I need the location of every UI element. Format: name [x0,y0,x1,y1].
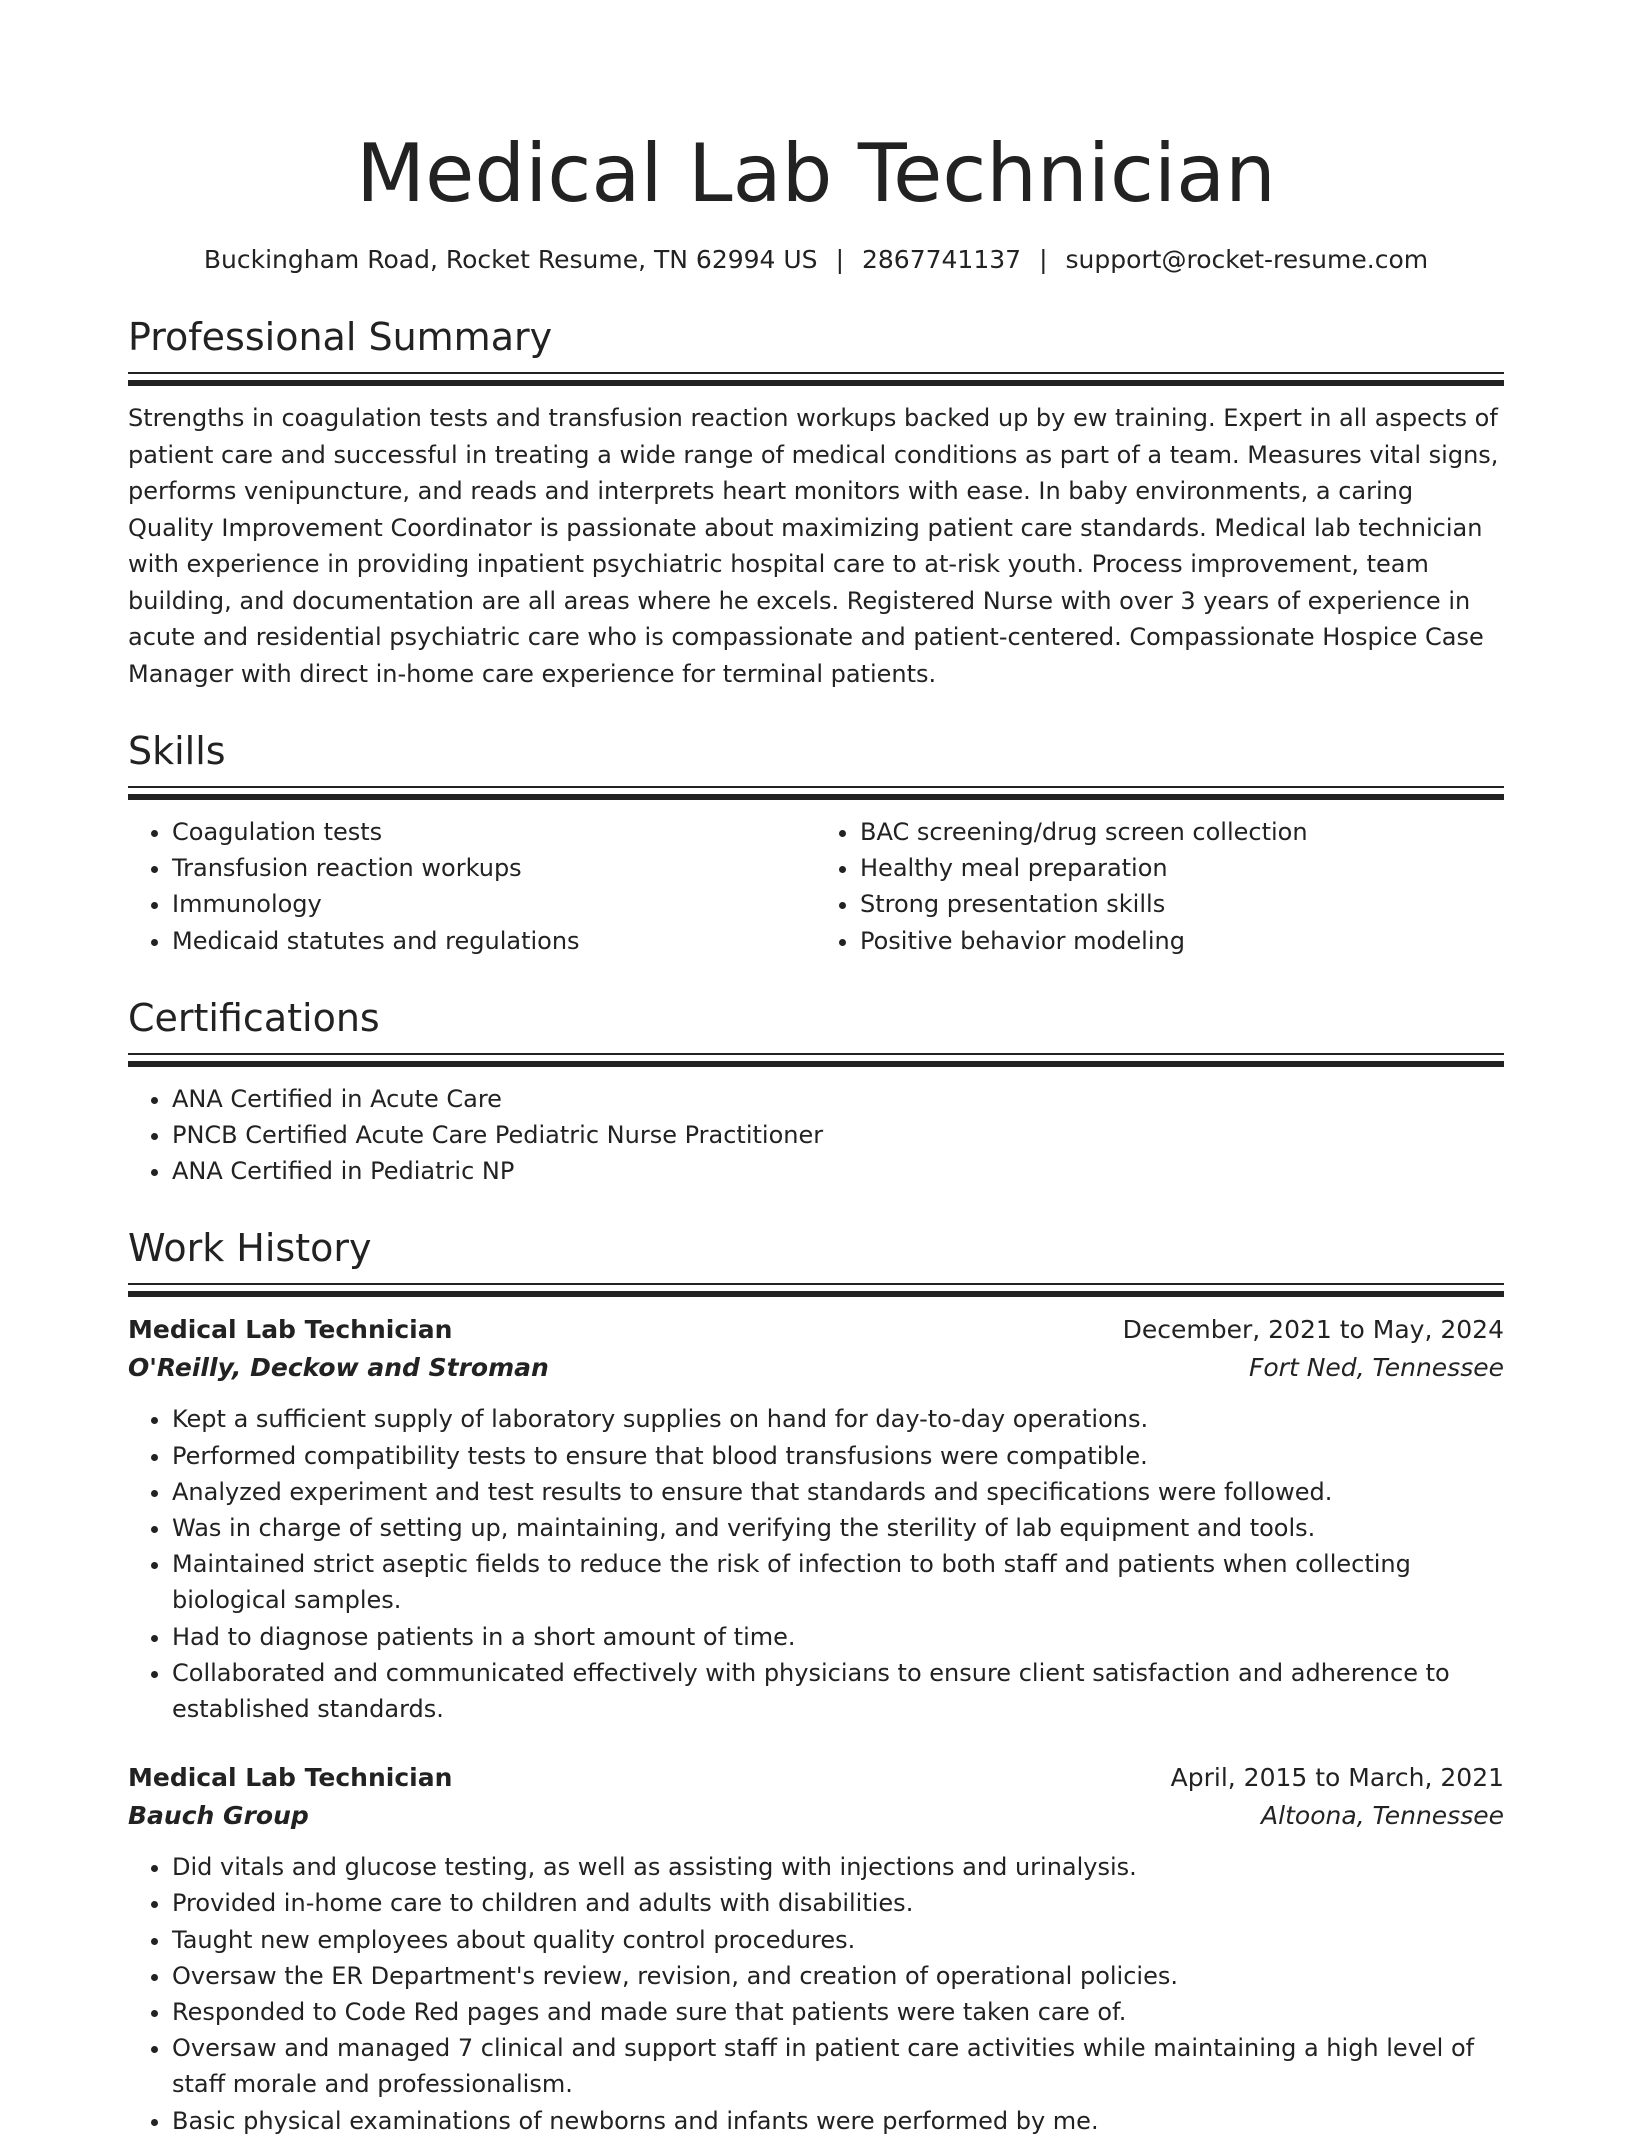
job-duty-item: • Taught new employees about quality control procedures. [172,1922,1504,1958]
skill-item: • Positive behavior modeling [860,923,1504,959]
certifications-section [128,993,1504,1190]
job-header-row [128,1759,1504,1797]
work-history-section [128,1223,1504,2138]
skill-item: • Immunology [172,886,816,922]
job-company-row [128,1797,1504,1835]
job-entry [128,1311,1504,1727]
job-company: O'Reilly, Deckow and Stroman [128,1353,549,1383]
resume-page [128,112,1504,2139]
skills-list-left [128,814,816,959]
section-title-skills: Skills [128,729,226,773]
job-dates: April, 2015 to March, 2021 [1170,1763,1504,1793]
certifications-list [128,1081,1504,1190]
job-duty-item: • Responded to Code Red pages and made sure that patients were taken care of. [172,1994,1504,2030]
job-location: Fort Ned, Tennessee [1249,1353,1504,1383]
job-duty-item: • Performed compatibility tests to ensure that blood transfusions were compatible. [172,1438,1504,1474]
job-location: Altoona, Tennessee [1261,1801,1504,1831]
skill-item: • Transfusion reaction workups [172,850,816,886]
job-company-row [128,1349,1504,1387]
section-divider [128,372,1504,386]
job-duties-list [128,1849,1504,2139]
job-duty-item: • Oversaw and managed 7 clinical and support staff in patient care activities while maintaining a high level of staff morale and professionalism. [172,2030,1504,2102]
certification-item: • PNCB Certified Acute Care Pediatric Nurse Practitioner [172,1117,1504,1153]
skills-list-right [816,814,1504,959]
job-duties-list [128,1401,1504,1727]
job-duty-item: • Basic physical examinations of newborns and infants were performed by me. [172,2103,1504,2139]
job-company: Bauch Group [128,1801,309,1831]
certification-item: • ANA Certified in Pediatric NP [172,1153,1504,1189]
contact-address: Buckingham Road, Rocket Resume, TN 62994 US [203,245,818,274]
section-title-work-history: Work History [128,1226,372,1271]
job-dates: December, 2021 to May, 2024 [1122,1315,1504,1345]
contact-line [128,242,1504,278]
skill-item: • Strong presentation skills [860,886,1504,922]
skill-item: • Medicaid statutes and regulations [172,923,816,959]
skills-columns [128,814,1504,959]
section-divider [128,1283,1504,1297]
certification-item: • ANA Certified in Acute Care [172,1081,1504,1117]
job-duty-item: • Oversaw the ER Department's review, revision, and creation of operational policies. [172,1958,1504,1994]
section-divider [128,786,1504,800]
job-duty-item: • Did vitals and glucose testing, as well as assisting with injections and urinalysis. [172,1849,1504,1885]
section-title-certifications: Certifications [128,995,380,1040]
section-title-summary: Professional Summary [128,315,553,359]
job-duty-item: • Provided in-home care to children and adults with disabilities. [172,1885,1504,1921]
job-duty-item: • Kept a sufficient supply of laboratory supplies on hand for day-to-day operations. [172,1401,1504,1437]
contact-email[interactable]: support@rocket-resume.com [1065,245,1429,274]
job-title: Medical Lab Technician [128,1315,453,1345]
job-duty-item: • Maintained strict aseptic fields to reduce the risk of infection to both staff and patients when collecting biological samples. [172,1546,1504,1618]
resume-name: Medical Lab Technician [356,127,1276,220]
contact-separator: | [1039,245,1048,274]
skill-item: • BAC screening/drug screen collection [860,814,1504,850]
job-duty-item: • Analyzed experiment and test results to ensure that standards and specifications were followed. [172,1474,1504,1510]
section-divider [128,1053,1504,1067]
contact-phone: 2867741137 [862,245,1022,274]
job-duty-item: • Had to diagnose patients in a short amount of time. [172,1619,1504,1655]
contact-separator: | [835,245,844,274]
job-entry [128,1759,1504,2139]
skill-item: • Coagulation tests [172,814,816,850]
summary-section [128,312,1504,692]
job-title: Medical Lab Technician [128,1763,453,1793]
skill-item: • Healthy meal preparation [860,850,1504,886]
job-header-row [128,1311,1504,1349]
skills-section [128,726,1504,959]
summary-text: Strengths in coagulation tests and transfusion reaction workups backed up by ew training. Expert in all aspects of patient care and successful in treating a wide range of medical conditions as part of a team. Measures vital signs, performs venipuncture, and reads and interprets heart monitors with ease. In baby environments, a caring Quality Improvement Coordinator is passionate about maximizing patient care standards. Medical lab technician with experience in providing inpatient psychiatric hospital care to at-risk youth. Process improvement, team building, and documentation are all areas where he excels. Registered Nurse with over 3 years of experience in acute and residential psychiatric care who is compassionate and patient-centered. Compassionate Hospice Case Manager with direct in-home care experience for terminal patients. [128,404,1499,688]
job-duty-item: • Was in charge of setting up, maintaining, and verifying the sterility of lab equipment and tools. [172,1510,1504,1546]
job-duty-item: • Collaborated and communicated effectively with physicians to ensure client satisfaction and adherence to established standards. [172,1655,1504,1727]
